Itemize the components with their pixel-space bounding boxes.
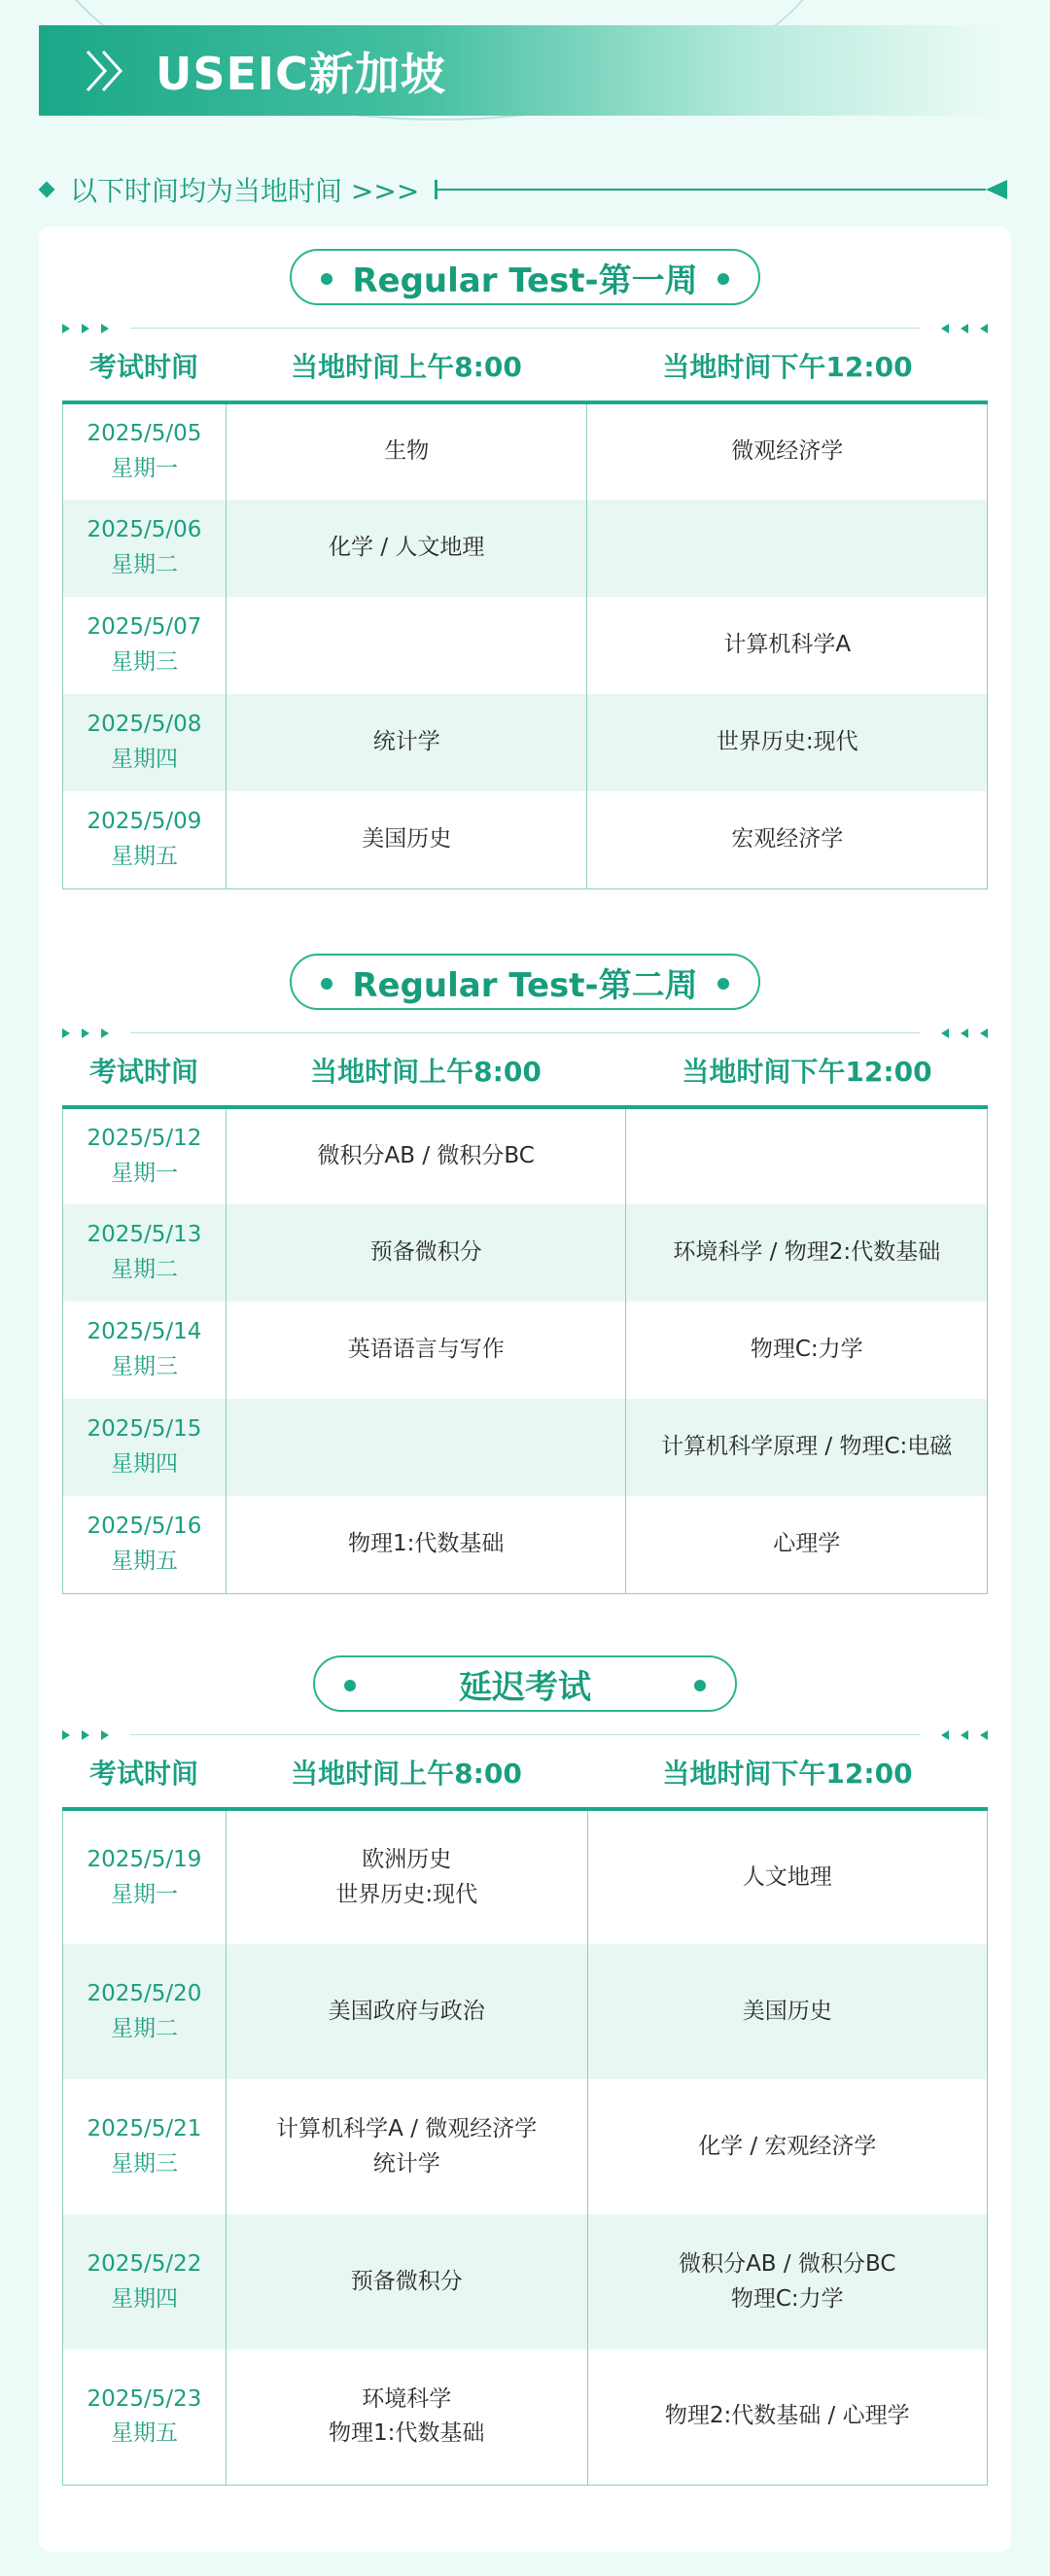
column-headers [62, 342, 988, 389]
arrow-left-icon [961, 1028, 968, 1038]
arrow-right-icon [82, 324, 89, 333]
exam-weekday: 星期四 [110, 1451, 178, 1477]
triangle-end-icon [986, 180, 1007, 199]
arrow-right-icon [62, 1028, 70, 1038]
exam-date: 2025/5/12 [87, 1126, 202, 1152]
exam-subject: 计算机科学原理 / 物理C:电磁 [661, 1434, 953, 1460]
exam-subject: 人文地理 [742, 1863, 832, 1890]
date-cell [63, 2079, 227, 2214]
exam-subject: 物理1:代数基础 [348, 1530, 505, 1556]
dot-icon [321, 978, 332, 990]
exam-date: 2025/5/13 [87, 1222, 202, 1248]
header-exam-time: 考试时间 [88, 1758, 198, 1790]
date-cell [63, 1809, 227, 1944]
date-cell [63, 1944, 227, 2079]
table-row [63, 1399, 988, 1496]
exam-subject: 计算机科学A / 微观经济学 [276, 2115, 538, 2141]
arrow-right-icon [82, 1028, 89, 1038]
column-headers [62, 1047, 988, 1094]
exam-date: 2025/5/14 [87, 1319, 202, 1345]
date-cell [63, 1496, 227, 1593]
exam-subject: 世界历史:现代 [335, 1881, 478, 1907]
am-exam-cell [226, 1302, 626, 1399]
section-title: 延迟考试 [459, 1667, 591, 1707]
section-divider [62, 319, 988, 338]
am-exam-cell [226, 1944, 587, 2079]
exam-weekday: 星期二 [110, 552, 178, 577]
exam-weekday: 星期一 [110, 1161, 178, 1186]
am-exam-cell [226, 597, 587, 694]
exam-subject: 美国政府与政治 [328, 1998, 485, 2024]
table-row [63, 2214, 988, 2350]
section-title-pill [290, 954, 760, 1010]
dot-icon [344, 1680, 356, 1691]
table-row [63, 791, 988, 888]
timezone-note-text: 以下时间均为当地时间 >>> [70, 175, 420, 207]
arrow-right-icon [82, 1730, 89, 1740]
title-banner [39, 25, 1001, 116]
pm-exam-cell [626, 1399, 988, 1496]
pm-exam-cell [587, 2079, 988, 2214]
arrow-left-icon [980, 1730, 988, 1740]
exam-subject: 心理学 [773, 1530, 841, 1556]
am-exam-cell [226, 500, 587, 597]
exam-date: 2025/5/20 [87, 1980, 202, 2006]
exam-weekday: 星期四 [110, 2285, 178, 2312]
exam-subject: 物理1:代数基础 [329, 2420, 485, 2447]
header-am: 当地时间上午8:00 [291, 351, 522, 383]
section-title-pill [313, 1655, 737, 1712]
exam-weekday: 星期四 [110, 747, 178, 772]
date-cell [63, 2350, 227, 2485]
note-divider-line [437, 189, 986, 191]
table-row [63, 1809, 988, 1944]
exam-weekday: 星期五 [110, 2420, 178, 2447]
table-row [63, 1944, 988, 2079]
diamond-icon [39, 182, 55, 198]
pm-exam-cell [587, 2350, 988, 2485]
am-exam-cell [226, 1107, 626, 1204]
arrow-right-icon [101, 324, 109, 333]
week1-section [62, 249, 988, 889]
exam-subject: 环境科学 / 物理2:代数基础 [673, 1239, 941, 1266]
pm-exam-cell [587, 402, 988, 500]
exam-date: 2025/5/06 [87, 517, 202, 543]
am-exam-cell [226, 2214, 587, 2350]
table-row [63, 402, 988, 500]
arrow-right-icon [62, 324, 70, 333]
table-row [63, 2350, 988, 2485]
am-exam-cell [226, 791, 587, 888]
am-exam-cell [226, 402, 587, 500]
pm-exam-cell [587, 2214, 988, 2350]
pm-exam-cell [626, 1204, 988, 1302]
exam-subject: 微积分AB / 微积分BC [679, 2250, 896, 2277]
table-row [63, 1107, 988, 1204]
section-title: Regular Test-第一周 [352, 261, 698, 300]
schedule-card [39, 226, 1011, 2552]
header-am: 当地时间上午8:00 [310, 1056, 542, 1088]
header-am: 当地时间上午8:00 [291, 1758, 522, 1790]
table-row [63, 1204, 988, 1302]
date-cell [63, 402, 227, 500]
exam-subject: 化学 / 宏观经济学 [698, 2133, 877, 2159]
exam-subject: 物理C:力学 [730, 2285, 844, 2312]
exam-date: 2025/5/08 [87, 712, 202, 738]
arrow-left-icon [980, 1028, 988, 1038]
table-row [63, 694, 988, 791]
header-exam-time: 考试时间 [88, 351, 198, 383]
exam-subject: 化学 / 人文地理 [329, 535, 485, 561]
am-exam-cell [226, 1809, 587, 1944]
exam-weekday: 星期五 [110, 1548, 178, 1574]
header-pm: 当地时间下午12:00 [662, 351, 913, 383]
dot-icon [694, 1680, 706, 1691]
exam-subject: 环境科学 [362, 2385, 452, 2412]
table-row [63, 500, 988, 597]
pm-exam-cell [626, 1302, 988, 1399]
exam-date: 2025/5/15 [87, 1416, 202, 1443]
date-cell [63, 597, 227, 694]
schedule-table [62, 1807, 988, 2486]
am-exam-cell [226, 2079, 587, 2214]
pm-exam-cell [587, 500, 988, 597]
exam-weekday: 星期二 [110, 2015, 178, 2041]
am-exam-cell [226, 2350, 587, 2485]
am-exam-cell [226, 1496, 626, 1593]
exam-weekday: 星期三 [110, 649, 178, 675]
header-pm: 当地时间下午12:00 [662, 1758, 913, 1790]
exam-subject: 宏观经济学 [731, 825, 844, 852]
exam-weekday: 星期一 [110, 1881, 178, 1907]
header-exam-time: 考试时间 [88, 1056, 198, 1088]
timezone-note [35, 165, 1011, 214]
exam-subject: 英语语言与写作 [347, 1337, 505, 1363]
makeup-section [62, 1655, 988, 2486]
section-divider [62, 1024, 988, 1043]
arrow-right-icon [62, 1730, 70, 1740]
section-title: Regular Test-第二周 [352, 965, 698, 1005]
exam-subject: 美国历史 [742, 1998, 832, 2024]
date-cell [63, 1107, 227, 1204]
arrow-left-icon [941, 1730, 949, 1740]
exam-date: 2025/5/21 [87, 2115, 202, 2141]
schedule-table [62, 1105, 988, 1594]
date-cell [63, 694, 227, 791]
exam-weekday: 星期二 [110, 1257, 178, 1282]
exam-subject: 计算机科学A [723, 632, 852, 658]
date-cell [63, 791, 227, 888]
exam-subject: 物理2:代数基础 / 心理学 [664, 2403, 910, 2429]
week2-section [62, 954, 988, 1594]
pm-exam-cell [587, 597, 988, 694]
date-cell [63, 1399, 227, 1496]
dot-icon [718, 978, 729, 990]
exam-subject: 预备微积分 [350, 2268, 463, 2294]
pm-exam-cell [587, 694, 988, 791]
table-row [63, 597, 988, 694]
date-cell [63, 500, 227, 597]
exam-date: 2025/5/19 [87, 1846, 202, 1872]
exam-subject: 微积分AB / 微积分BC [317, 1143, 535, 1169]
am-exam-cell [226, 694, 587, 791]
arrow-left-icon [941, 324, 949, 333]
arrow-left-icon [941, 1028, 949, 1038]
exam-date: 2025/5/07 [87, 614, 202, 641]
pm-exam-cell [587, 1809, 988, 1944]
section-title-pill [290, 249, 760, 305]
exam-subject: 微观经济学 [731, 438, 844, 465]
header-pm: 当地时间下午12:00 [682, 1056, 932, 1088]
pm-exam-cell [626, 1496, 988, 1593]
date-cell [63, 2214, 227, 2350]
exam-date: 2025/5/09 [87, 809, 202, 835]
dot-icon [321, 273, 332, 285]
exam-date: 2025/5/22 [87, 2250, 202, 2277]
am-exam-cell [226, 1204, 626, 1302]
exam-weekday: 星期一 [110, 456, 178, 481]
exam-weekday: 星期三 [110, 2150, 178, 2176]
exam-weekday: 星期五 [110, 843, 178, 869]
pm-exam-cell [626, 1107, 988, 1204]
pm-exam-cell [587, 791, 988, 888]
exam-subject: 物理C:力学 [750, 1337, 863, 1363]
exam-subject: 欧洲历史 [362, 1846, 452, 1872]
table-row [63, 1302, 988, 1399]
exam-subject: 世界历史:现代 [716, 729, 858, 755]
exam-weekday: 星期三 [110, 1354, 178, 1379]
exam-subject: 统计学 [372, 2150, 440, 2176]
pm-exam-cell [587, 1944, 988, 2079]
arrow-left-icon [961, 1730, 968, 1740]
exam-subject: 生物 [384, 438, 430, 465]
dot-icon [718, 273, 729, 285]
table-row [63, 1496, 988, 1593]
table-row [63, 2079, 988, 2214]
exam-date: 2025/5/05 [87, 421, 202, 447]
date-cell [63, 1204, 227, 1302]
am-exam-cell [226, 1399, 626, 1496]
arrow-right-icon [101, 1730, 109, 1740]
column-headers [62, 1749, 988, 1795]
schedule-table [62, 400, 988, 889]
date-cell [63, 1302, 227, 1399]
page-title: USEIC新加坡 [156, 47, 446, 100]
section-divider [62, 1725, 988, 1745]
double-chevron-icon [78, 42, 136, 100]
exam-subject: 统计学 [372, 729, 440, 755]
exam-subject: 预备微积分 [369, 1239, 482, 1266]
exam-date: 2025/5/23 [87, 2385, 202, 2412]
arrow-left-icon [961, 324, 968, 333]
arrow-left-icon [980, 324, 988, 333]
exam-date: 2025/5/16 [87, 1514, 202, 1540]
arrow-right-icon [101, 1028, 109, 1038]
exam-subject: 美国历史 [362, 825, 452, 852]
